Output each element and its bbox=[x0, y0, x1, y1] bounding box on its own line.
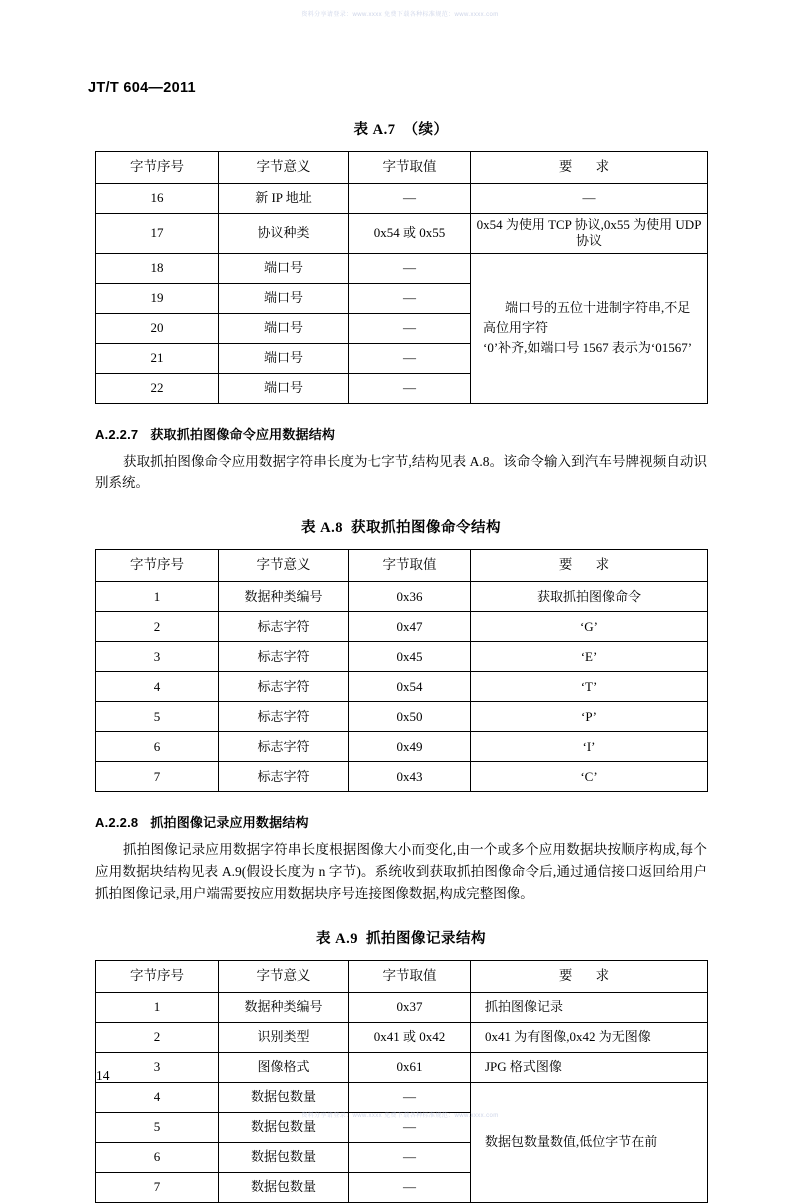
cell-seq: 21 bbox=[96, 343, 219, 373]
table-a7-caption-number: 表 A.7 bbox=[353, 122, 396, 138]
table-row bbox=[96, 1022, 708, 1052]
cell-meaning: 数据包数量 bbox=[219, 1112, 349, 1142]
cell-requirement: ‘P’ bbox=[471, 702, 708, 732]
table-a8-caption bbox=[95, 516, 707, 537]
cell-meaning: 标志字符 bbox=[219, 762, 349, 792]
cell-seq: 3 bbox=[96, 642, 219, 672]
cell-meaning: 标志字符 bbox=[219, 702, 349, 732]
cell-requirement-merged: 数据包数量数值,低位字节在前 bbox=[471, 1082, 708, 1202]
cell-seq: 3 bbox=[96, 1052, 219, 1082]
running-header: JT/T 604—2011 bbox=[88, 80, 196, 96]
watermark-bottom: 资料分享请登录：www.xxxx 免费下载各种标准规范：www.xxxx.com bbox=[301, 1113, 499, 1119]
table-a7-header-row bbox=[96, 152, 708, 184]
cell-seq: 6 bbox=[96, 1142, 219, 1172]
section-a227-title: 获取抓拍图像命令应用数据结构 bbox=[150, 426, 336, 442]
cell-value: 0x54 或 0x55 bbox=[349, 214, 471, 254]
table-a9 bbox=[95, 960, 708, 1203]
cell-value: 0x37 bbox=[349, 992, 471, 1022]
table-row bbox=[96, 184, 708, 214]
table-a9-header-value: 字节取值 bbox=[349, 960, 471, 992]
table-a9-header-meaning: 字节意义 bbox=[219, 960, 349, 992]
table-row bbox=[96, 1052, 708, 1082]
cell-seq: 6 bbox=[96, 732, 219, 762]
watermark-top: 资料分享请登录：www.xxxx 免费下载各种标准规范：www.xxxx.com bbox=[301, 12, 499, 18]
cell-meaning: 数据种类编号 bbox=[219, 992, 349, 1022]
section-a227-paragraph: 获取抓拍图像命令应用数据字符串长度为七字节,结构见表 A.8。该命令输入到汽车号牌视频自动识别系统。 bbox=[95, 453, 707, 491]
table-a9-caption-title: 抓拍图像记录结构 bbox=[365, 930, 486, 947]
section-a228-number: A.2.2.8 bbox=[95, 815, 139, 831]
section-a227-heading bbox=[95, 424, 707, 443]
cell-meaning: 端口号 bbox=[219, 283, 349, 313]
cell-meaning: 端口号 bbox=[219, 343, 349, 373]
cell-requirement-merged bbox=[471, 253, 708, 403]
section-a228-title: 抓拍图像记录应用数据结构 bbox=[150, 815, 309, 831]
merged-line-1: 端口号的五位十进制字符串,不足高位用字符 bbox=[483, 299, 691, 335]
table-a9-header-row bbox=[96, 960, 708, 992]
cell-seq: 2 bbox=[96, 1022, 219, 1052]
cell-meaning: 数据包数量 bbox=[219, 1082, 349, 1112]
cell-value: — bbox=[349, 343, 471, 373]
cell-meaning: 数据包数量 bbox=[219, 1172, 349, 1202]
cell-value: — bbox=[349, 1082, 471, 1112]
section-a228-paragraph: 抓拍图像记录应用数据字符串长度根据图像大小而变化,由一个或多个应用数据块按顺序构成,每个应用数据块结构见表 A.9(假设长度为 n 字节)。系统收到获取抓拍图像命令后,通过通信接口返回给用户抓拍图像记录,用户端需要按应用数据块序号连接图像数据,构成完整图像。 bbox=[95, 842, 707, 901]
cell-requirement: ‘G’ bbox=[471, 612, 708, 642]
cell-seq: 2 bbox=[96, 612, 219, 642]
cell-meaning: 识别类型 bbox=[219, 1022, 349, 1052]
cell-meaning: 新 IP 地址 bbox=[219, 184, 349, 214]
cell-requirement: ‘C’ bbox=[471, 762, 708, 792]
cell-meaning: 数据包数量 bbox=[219, 1142, 349, 1172]
cell-seq: 1 bbox=[96, 992, 219, 1022]
table-row bbox=[96, 612, 708, 642]
cell-requirement: 抓拍图像记录 bbox=[471, 992, 708, 1022]
table-a7-header-seq: 字节序号 bbox=[96, 152, 219, 184]
cell-value: — bbox=[349, 1172, 471, 1202]
cell-meaning: 端口号 bbox=[219, 253, 349, 283]
table-a9-caption bbox=[95, 927, 707, 948]
cell-seq: 7 bbox=[96, 762, 219, 792]
cell-requirement: ‘T’ bbox=[471, 672, 708, 702]
cell-value: — bbox=[349, 184, 471, 214]
cell-value: — bbox=[349, 253, 471, 283]
cell-value: — bbox=[349, 1142, 471, 1172]
table-row bbox=[96, 672, 708, 702]
cell-meaning: 标志字符 bbox=[219, 642, 349, 672]
cell-requirement: ‘E’ bbox=[471, 642, 708, 672]
page-number: 14 bbox=[96, 1068, 110, 1083]
table-row bbox=[96, 253, 708, 283]
table-a8 bbox=[95, 549, 708, 792]
cell-requirement: — bbox=[471, 184, 708, 214]
table-a8-caption-number: 表 A.8 bbox=[301, 520, 343, 537]
table-row bbox=[96, 992, 708, 1022]
cell-meaning: 数据种类编号 bbox=[219, 582, 349, 612]
cell-seq: 16 bbox=[96, 184, 219, 214]
cell-requirement: 获取抓拍图像命令 bbox=[471, 582, 708, 612]
cell-meaning: 图像格式 bbox=[219, 1052, 349, 1082]
cell-meaning: 端口号 bbox=[219, 373, 349, 403]
table-a8-header-value: 字节取值 bbox=[349, 550, 471, 582]
page-content bbox=[95, 118, 707, 1203]
section-a227 bbox=[95, 424, 707, 495]
cell-value: 0x49 bbox=[349, 732, 471, 762]
cell-value: 0x47 bbox=[349, 612, 471, 642]
table-a7-header-requirement: 要 求 bbox=[471, 152, 708, 184]
cell-seq: 5 bbox=[96, 702, 219, 732]
cell-meaning: 标志字符 bbox=[219, 672, 349, 702]
cell-requirement: ‘I’ bbox=[471, 732, 708, 762]
cell-requirement: JPG 格式图像 bbox=[471, 1052, 708, 1082]
cell-seq: 18 bbox=[96, 253, 219, 283]
cell-meaning: 标志字符 bbox=[219, 732, 349, 762]
cell-meaning: 标志字符 bbox=[219, 612, 349, 642]
cell-requirement: 0x54 为使用 TCP 协议,0x55 为使用 UDP 协议 bbox=[471, 214, 708, 254]
table-a7-caption-title: （续） bbox=[403, 122, 449, 138]
cell-meaning: 协议种类 bbox=[219, 214, 349, 254]
cell-meaning: 端口号 bbox=[219, 313, 349, 343]
cell-value: — bbox=[349, 283, 471, 313]
table-a7-header-meaning: 字节意义 bbox=[219, 152, 349, 184]
table-a9-header-requirement: 要 求 bbox=[471, 960, 708, 992]
cell-value: 0x50 bbox=[349, 702, 471, 732]
cell-seq: 19 bbox=[96, 283, 219, 313]
cell-value: 0x41 或 0x42 bbox=[349, 1022, 471, 1052]
cell-value: — bbox=[349, 313, 471, 343]
table-row bbox=[96, 702, 708, 732]
table-row bbox=[96, 582, 708, 612]
cell-seq: 5 bbox=[96, 1112, 219, 1142]
cell-value: 0x45 bbox=[349, 642, 471, 672]
section-a228 bbox=[95, 812, 707, 905]
cell-seq: 22 bbox=[96, 373, 219, 403]
cell-seq: 4 bbox=[96, 672, 219, 702]
table-row bbox=[96, 214, 708, 254]
table-a8-header-row bbox=[96, 550, 708, 582]
table-a8-header-seq: 字节序号 bbox=[96, 550, 219, 582]
section-a227-number: A.2.2.7 bbox=[95, 426, 139, 442]
cell-value: 0x54 bbox=[349, 672, 471, 702]
cell-seq: 20 bbox=[96, 313, 219, 343]
cell-value: 0x43 bbox=[349, 762, 471, 792]
cell-seq: 1 bbox=[96, 582, 219, 612]
cell-seq: 17 bbox=[96, 214, 219, 254]
table-row bbox=[96, 762, 708, 792]
section-a228-heading bbox=[95, 812, 707, 831]
table-a9-header-seq: 字节序号 bbox=[96, 960, 219, 992]
cell-value: 0x61 bbox=[349, 1052, 471, 1082]
table-a9-caption-number: 表 A.9 bbox=[316, 930, 358, 947]
cell-value: — bbox=[349, 373, 471, 403]
table-a8-caption-title: 获取抓拍图像命令结构 bbox=[350, 520, 501, 537]
cell-value: — bbox=[349, 1112, 471, 1142]
table-row bbox=[96, 642, 708, 672]
cell-seq: 7 bbox=[96, 1172, 219, 1202]
cell-requirement: 0x41 为有图像,0x42 为无图像 bbox=[471, 1022, 708, 1052]
table-a7-header-value: 字节取值 bbox=[349, 152, 471, 184]
table-a7 bbox=[95, 151, 708, 404]
table-row bbox=[96, 1082, 708, 1112]
cell-seq: 4 bbox=[96, 1082, 219, 1112]
table-a8-header-meaning: 字节意义 bbox=[219, 550, 349, 582]
table-a8-header-requirement: 要 求 bbox=[471, 550, 708, 582]
table-a7-caption bbox=[95, 118, 707, 139]
table-row bbox=[96, 732, 708, 762]
merged-line-2: ‘0’补齐,如端口号 1567 表示为‘01567’ bbox=[483, 340, 693, 356]
cell-value: 0x36 bbox=[349, 582, 471, 612]
